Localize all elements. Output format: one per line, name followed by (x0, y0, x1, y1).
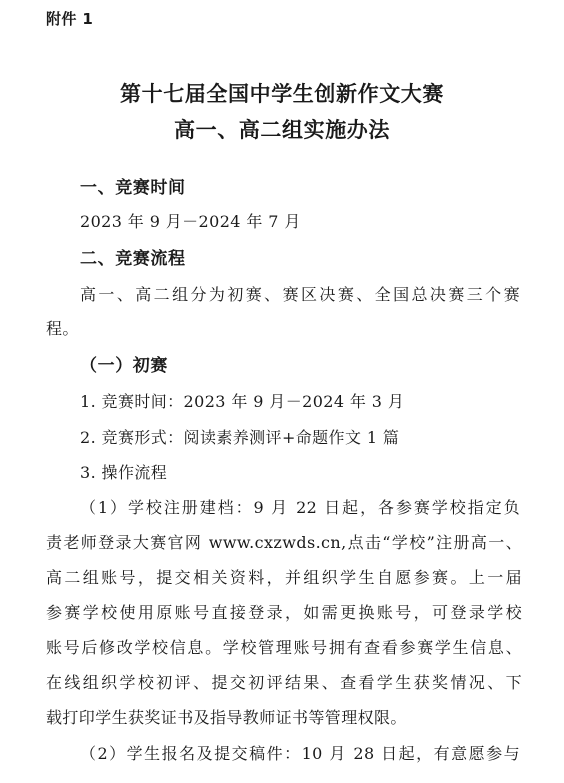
document-title-line2: 高一、高二组实施办法 (174, 118, 390, 142)
section2-heading: 二、竞赛流程 (80, 249, 186, 269)
section1-text: 2023 年 9 月－2024 年 7 月 (80, 212, 301, 231)
section1-heading: 一、竞赛时间 (80, 178, 186, 198)
subsection1-item3: 3. 操作流程 (80, 463, 168, 482)
document-title-line1: 第十七届全国中学生创新作文大赛 (120, 82, 444, 106)
subsection1-item1: 1. 竞赛时间：2023 年 9 月－2024 年 3 月 (80, 392, 405, 411)
para1-line3: 高二组账号，提交相关资料，并组织学生自愿参赛。上一届 (46, 568, 522, 587)
subsection1-item2: 2. 竞赛形式：阅读素养测评+命题作文 1 篇 (80, 428, 400, 447)
para2-line1: （2）学生报名及提交稿件：10 月 28 日起，有意愿参与 (80, 744, 520, 763)
para1-line4: 参赛学校使用原账号直接登录，如需更换账号，可登录学校 (46, 603, 522, 622)
para1-line1: （1）学校注册建档：9 月 22 日起，各参赛学校指定负 (80, 498, 520, 517)
para1-line7: 载打印学生获奖证书及指导教师证书等管理权限。 (46, 708, 407, 727)
para1-line2: 责老师登录大赛官网 www.cxzwds.cn,点击“学校”注册高一、 (46, 533, 522, 552)
section2-intro-line1: 高一、高二组分为初赛、赛区决赛、全国总决赛三个赛 (80, 285, 520, 304)
para1-line6: 在线组织学校初评、提交初评结果、查看学生获奖情况、下 (46, 673, 522, 692)
subsection1-heading: （一）初赛 (80, 356, 168, 376)
attachment-label: 附件 1 (46, 10, 94, 28)
para1-line5: 账号后修改学校信息。学校管理账号拥有查看参赛学生信息、 (46, 638, 522, 657)
section2-intro-line2: 程。 (46, 319, 79, 338)
